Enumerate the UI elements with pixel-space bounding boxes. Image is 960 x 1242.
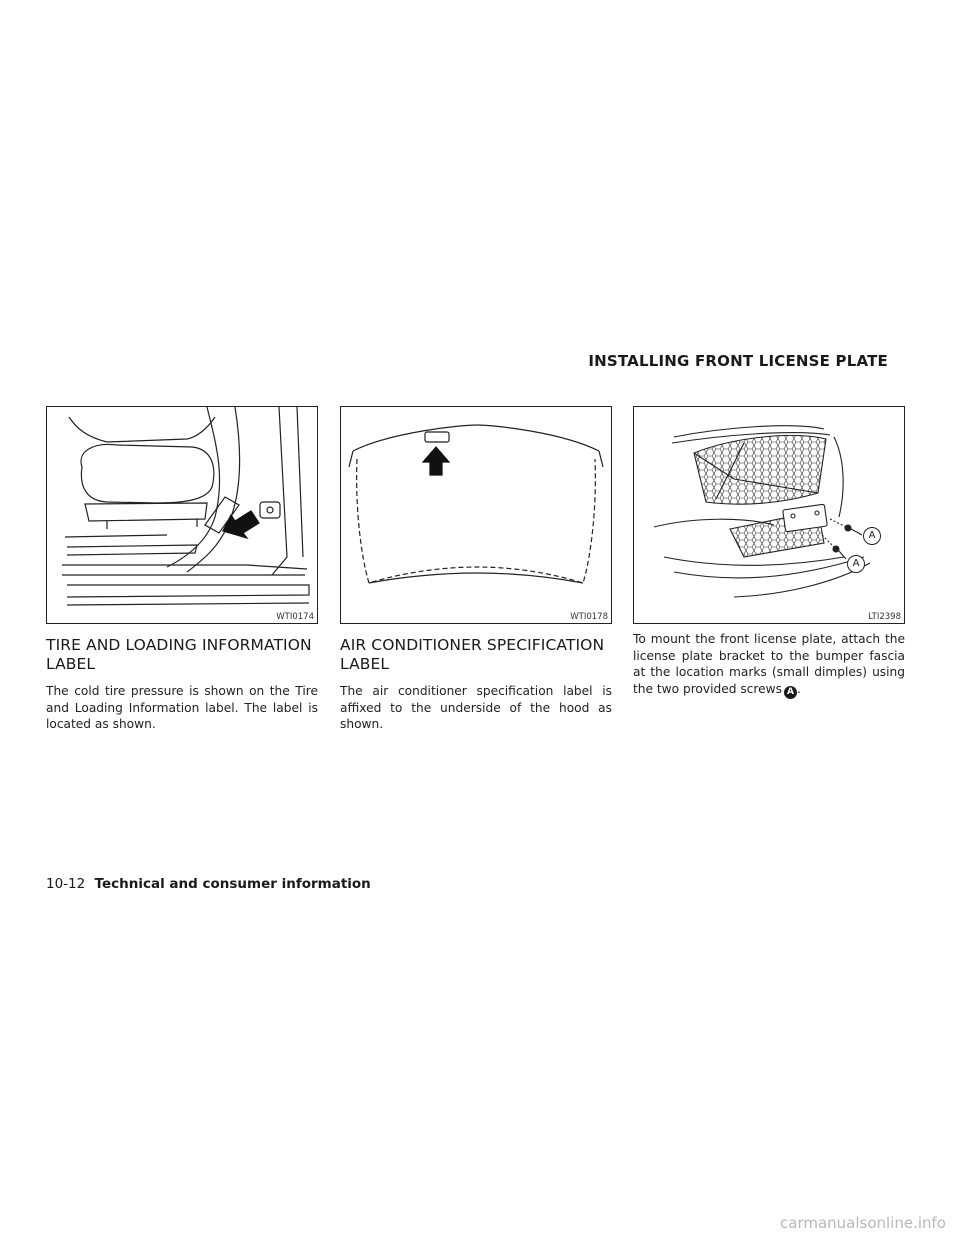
chapter-title: Technical and consumer information	[94, 876, 371, 892]
door-jamb-illustration	[47, 407, 317, 623]
section-title: INSTALLING FRONT LICENSE PLATE	[588, 352, 888, 370]
license-plate-column	[633, 406, 905, 699]
ac-label-column	[340, 406, 612, 733]
callout-a-upper: A	[863, 527, 881, 545]
watermark: carmanualsonline.info	[780, 1214, 946, 1232]
license-plate-body-text: To mount the front license plate, attach the license plate bracket to the bumper fascia at the location marks (small dimples) using the two provided screws	[633, 632, 905, 696]
callout-a-lower: A	[847, 555, 865, 573]
tire-label-heading: TIRE AND LOADING INFORMATION LABEL	[46, 636, 312, 673]
license-plate-body-end: .	[796, 681, 801, 696]
ac-label-figure	[340, 406, 612, 624]
callout-a-icon: A	[784, 686, 797, 699]
license-plate-body	[633, 631, 905, 699]
hood-underside-illustration	[341, 407, 611, 623]
front-bumper-illustration	[634, 407, 904, 623]
license-plate-figure	[633, 406, 905, 624]
figure-code: WTI0174	[276, 612, 314, 622]
tire-label-body: The cold tire pressure is shown on the Tire and Loading Information label. The label is located as shown.	[46, 684, 318, 731]
tire-label-column	[46, 406, 318, 733]
ac-label-heading: AIR CONDITIONER SPECIFICATION LABEL	[340, 636, 605, 673]
figure-code: WTI0178	[570, 612, 608, 622]
tire-label-figure	[46, 406, 318, 624]
ac-label-body: The air conditioner specification label is affixed to the underside of the hood as shown.	[340, 684, 612, 731]
page-number: 10-12	[46, 876, 86, 892]
page-footer	[46, 876, 371, 892]
figure-code: LTI2398	[868, 612, 901, 622]
